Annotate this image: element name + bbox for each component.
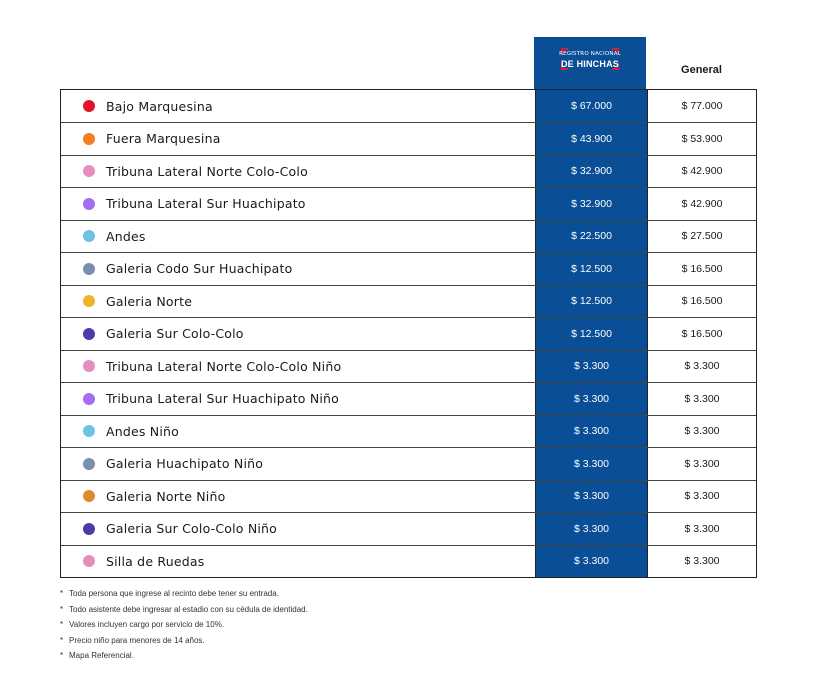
registro-price: $ 12.500: [535, 253, 647, 285]
general-price: $ 3.300: [647, 448, 756, 480]
sector-color-dot: [83, 198, 95, 210]
sector-color-dot: [83, 490, 95, 502]
sector-cell: [61, 513, 535, 545]
sector-name: Tribuna Lateral Sur Huachipato: [106, 196, 306, 212]
general-price: $ 3.300: [647, 383, 756, 415]
sector-cell: [61, 416, 535, 448]
sector-color-dot: [83, 263, 95, 275]
footnote-marker: *: [60, 635, 64, 645]
sector-color-dot: [83, 523, 95, 535]
registro-price: $ 3.300: [535, 416, 647, 448]
general-price: $ 3.300: [647, 546, 756, 578]
sector-cell: [61, 90, 535, 122]
registro-price: $ 32.900: [535, 156, 647, 188]
sector-name: Bajo Marquesina: [106, 98, 213, 114]
registro-price: $ 3.300: [535, 383, 647, 415]
registro-price: $ 67.000: [535, 90, 647, 122]
general-price: $ 3.300: [647, 513, 756, 545]
sector-name: Andes: [106, 228, 146, 244]
general-price: $ 3.300: [647, 351, 756, 383]
footnote: [60, 589, 308, 605]
sector-name: Andes Niño: [106, 423, 179, 439]
table-row: [61, 187, 756, 220]
general-price: $ 16.500: [647, 253, 756, 285]
table-row: [61, 350, 756, 383]
registro-price: $ 43.900: [535, 123, 647, 155]
sector-color-dot: [83, 360, 95, 372]
registro-price: $ 3.300: [535, 513, 647, 545]
sector-cell: [61, 253, 535, 285]
registro-price: $ 3.300: [535, 546, 647, 578]
sector-name: Tribuna Lateral Norte Colo-Colo: [106, 163, 308, 179]
footnote-text: Mapa Referencial.: [69, 651, 134, 660]
sector-color-dot: [83, 295, 95, 307]
registro-nacional-hinchas-logo: [534, 37, 646, 89]
table-row: [61, 512, 756, 545]
sector-color-dot: [83, 555, 95, 567]
registro-price: $ 12.500: [535, 286, 647, 318]
general-price: $ 42.900: [647, 156, 756, 188]
general-price: $ 3.300: [647, 416, 756, 448]
sector-name: Galeria Huachipato Niño: [106, 456, 264, 472]
registro-price: $ 3.300: [535, 481, 647, 513]
sector-cell: [61, 448, 535, 480]
registro-price: $ 32.900: [535, 188, 647, 220]
registro-price: $ 3.300: [535, 351, 647, 383]
table-row: [61, 382, 756, 415]
footnote-text: Precio niño para menores de 14 años.: [69, 635, 205, 645]
sector-cell: [61, 286, 535, 318]
general-price: $ 53.900: [647, 123, 756, 155]
table-row: [61, 220, 756, 253]
logo-line1: REGISTRO NACIONAL: [559, 51, 621, 57]
general-price: $ 16.500: [647, 286, 756, 318]
sector-name: Fuera Marquesina: [106, 131, 221, 147]
table-row: [61, 285, 756, 318]
sector-cell: [61, 546, 535, 578]
table-row: [61, 545, 756, 578]
sector-color-dot: [83, 230, 95, 242]
sector-cell: [61, 221, 535, 253]
sector-name: Galeria Sur Colo-Colo: [106, 326, 244, 342]
general-column-header: General: [681, 64, 722, 76]
sector-color-dot: [83, 458, 95, 470]
sector-color-dot: [83, 100, 95, 112]
sector-name: Galeria Norte: [106, 293, 193, 309]
footnote-marker: *: [60, 589, 64, 598]
footnote-text: Toda persona que ingrese al recinto debe tener su entrada.: [69, 589, 279, 598]
general-price: $ 3.300: [647, 481, 756, 513]
sector-cell: [61, 383, 535, 415]
general-price: $ 27.500: [647, 221, 756, 253]
general-price: $ 16.500: [647, 318, 756, 350]
footnote: [60, 651, 308, 667]
price-table: [60, 89, 757, 578]
sector-name: Galeria Norte Niño: [106, 488, 226, 504]
sector-color-dot: [83, 393, 95, 405]
table-row: [61, 447, 756, 480]
sector-name: Tribuna Lateral Norte Colo-Colo Niño: [106, 358, 342, 374]
footnote-text: Todo asistente debe ingresar al estadio con su cédula de identidad.: [69, 604, 308, 614]
sector-color-dot: [83, 165, 95, 177]
sector-name: Galeria Codo Sur Huachipato: [106, 261, 293, 277]
registro-price: $ 12.500: [535, 318, 647, 350]
footnotes: [60, 589, 308, 667]
general-price: $ 77.000: [647, 90, 756, 122]
table-row: [61, 415, 756, 448]
table-row: [61, 90, 756, 122]
sector-cell: [61, 156, 535, 188]
sector-cell: [61, 123, 535, 155]
registro-price: $ 3.300: [535, 448, 647, 480]
sector-color-dot: [83, 425, 95, 437]
footnote-text: Valores incluyen cargo por servicio de 10%.: [69, 620, 225, 629]
sector-color-dot: [83, 133, 95, 145]
footnote-marker: *: [60, 604, 64, 614]
registro-price: $ 22.500: [535, 221, 647, 253]
footnote: [60, 636, 308, 652]
table-row: [61, 317, 756, 350]
table-row: [61, 122, 756, 155]
sector-name: Silla de Ruedas: [106, 553, 205, 569]
sector-cell: [61, 481, 535, 513]
sector-cell: [61, 351, 535, 383]
sector-cell: [61, 318, 535, 350]
table-row: [61, 252, 756, 285]
footnote: [60, 620, 308, 636]
sector-name: Tribuna Lateral Sur Huachipato Niño: [106, 391, 340, 407]
footnote: [60, 605, 308, 621]
sector-cell: [61, 188, 535, 220]
sector-name: Galeria Sur Colo-Colo Niño: [106, 521, 278, 537]
sector-color-dot: [83, 328, 95, 340]
logo-line2: DE HINCHAS: [560, 59, 619, 69]
general-price: $ 42.900: [647, 188, 756, 220]
table-row: [61, 155, 756, 188]
table-row: [61, 480, 756, 513]
footnote-marker: *: [60, 651, 64, 660]
footnote-marker: *: [60, 620, 64, 629]
